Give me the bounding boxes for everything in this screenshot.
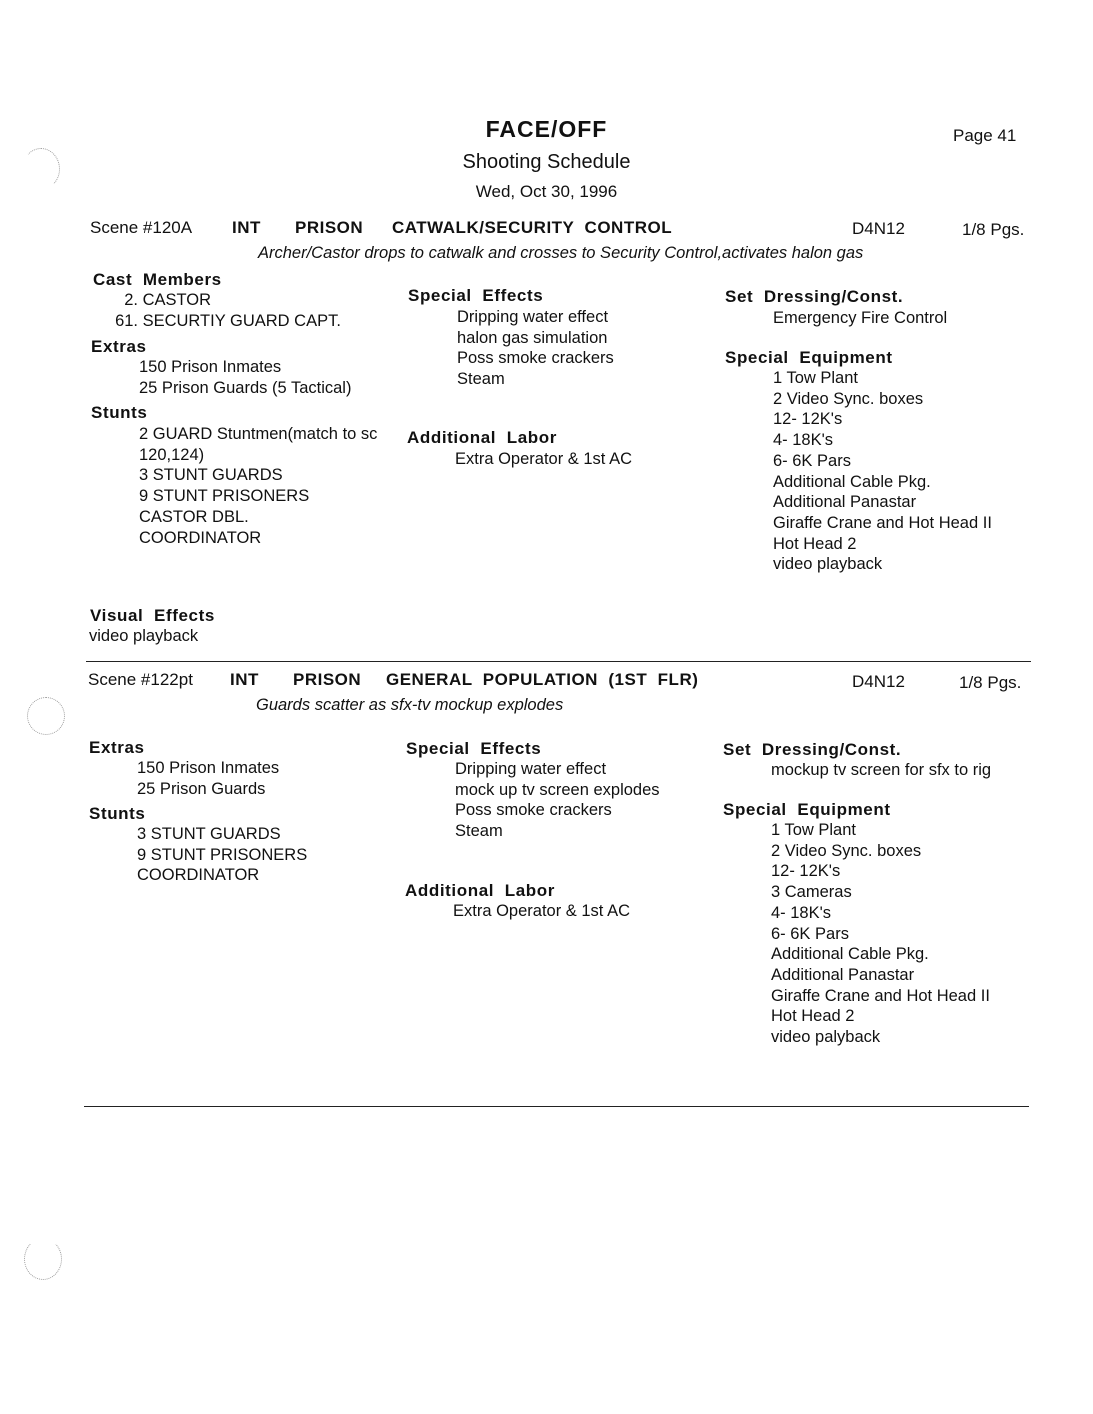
scene-location: GENERAL POPULATION (1ST FLR) [386,670,699,689]
list-item: mockup tv screen for sfx to rig [771,761,992,779]
document-title: FACE/OFF [485,116,608,142]
document-subtitle: Shooting Schedule [462,151,631,173]
scene-synopsis: Archer/Castor drops to catwalk and crosses to Security Control,activates halon gas [258,244,864,262]
list-item: video playback [89,627,199,645]
special-equipment-list [773,368,992,575]
list-item: 2 Video Sync. boxes [773,389,924,408]
hole-punch-mark-bottom [24,1238,62,1280]
visual-effects-list [89,626,198,647]
list-item: 3 STUNT GUARDS [139,466,283,485]
list-item: 25 Prison Guards [137,779,266,798]
set-dressing-heading: Set Dressing/Const. [725,287,904,306]
special-equipment-heading: Special Equipment [723,800,891,819]
set-dressing-heading: Set Dressing/Const. [723,740,902,759]
additional-labor-heading: Additional Labor [407,428,557,447]
list-item: CASTOR DBL. [139,507,249,526]
int-ext: INT [232,218,261,237]
additional-labor-list [455,449,632,470]
list-item: Additional Panastar [773,493,917,512]
list-item: Giraffe Crane and Hot Head II [773,513,992,532]
list-item: 12- 12K's [773,410,843,429]
list-item: 25 Prison Guards (5 Tactical) [139,378,352,397]
scene-number: Scene #120A [90,218,193,237]
list-item: 120,124) [139,445,205,464]
list-item: Dripping water effect [457,308,609,326]
special-effects-list [455,759,660,842]
list-item: Hot Head 2 [773,534,857,553]
list-item: 150 Prison Inmates [137,759,280,777]
set-dressing-list [771,760,991,781]
list-item: halon gas simulation [457,328,608,347]
list-item: Steam [457,370,505,389]
visual-effects-heading: Visual Effects [90,606,215,625]
special-effects-heading: Special Effects [406,739,542,758]
extras-heading: Extras [89,738,145,757]
set-dressing-list [773,308,947,329]
schedule-date: Wed, Oct 30, 1996 [475,182,618,201]
list-item: 9 STUNT PRISONERS [137,845,308,864]
scene-divider [86,661,1031,662]
list-item: Poss smoke crackers [455,801,612,820]
cast-members-list [100,290,341,331]
int-ext: INT [230,670,259,689]
scene-divider [84,1106,1029,1107]
list-item: 2 GUARD Stuntmen(match to sc [139,425,378,443]
hole-punch-mark-middle [27,697,65,735]
list-item: Poss smoke crackers [457,349,614,368]
list-item: video palyback [771,1028,881,1047]
scene-location: CATWALK/SECURITY CONTROL [392,218,673,237]
scene-set: PRISON [295,218,364,237]
list-item: COORDINATOR [137,866,260,885]
list-item: video playback [773,555,883,574]
special-equipment-list [771,820,990,1048]
scene-set: PRISON [293,670,362,689]
additional-labor-heading: Additional Labor [405,881,555,900]
list-item: 150 Prison Inmates [139,358,282,376]
additional-labor-list [453,901,630,922]
list-item: mock up tv screen explodes [455,780,660,799]
special-effects-heading: Special Effects [408,286,544,305]
list-item: 4- 18K's [771,903,832,922]
list-item: 2 Video Sync. boxes [771,841,922,860]
scene-number: Scene #122pt [88,670,193,689]
list-item: 3 STUNT GUARDS [137,825,281,843]
list-item: Extra Operator & 1st AC [455,450,632,468]
extras-heading: Extras [91,337,147,356]
scene-synopsis: Guards scatter as sfx-tv mockup explodes [256,696,564,714]
list-item: 3 Cameras [771,883,852,902]
list-item: Dripping water effect [455,760,607,778]
list-item: Additional Cable Pkg. [773,472,931,491]
day-night-code: D4N12 [852,672,905,691]
stunts-heading: Stunts [89,804,146,823]
day-night-code: D4N12 [852,219,905,238]
list-item: Steam [455,822,503,841]
list-item: Giraffe Crane and Hot Head II [771,986,990,1005]
cast-members-heading: Cast Members [93,270,222,289]
list-item: 1 Tow Plant [773,369,858,387]
page-number: Page 41 [953,126,1017,145]
list-item: COORDINATOR [139,528,262,547]
list-item: 6- 6K Pars [773,451,851,470]
list-item: Extra Operator & 1st AC [453,902,630,920]
list-item: 12- 12K's [771,862,841,881]
extras-list [137,758,279,799]
list-item: Hot Head 2 [771,1007,855,1026]
list-item: 6- 6K Pars [771,924,849,943]
special-effects-list [457,307,614,390]
list-item: 9 STUNT PRISONERS [139,487,310,506]
list-item: 4- 18K's [773,431,834,450]
page-count: 1/8 Pgs. [962,220,1025,239]
page-count: 1/8 Pgs. [959,673,1022,692]
list-item: Emergency Fire Control [773,309,948,327]
stunts-list [139,424,377,548]
cast-member: 2. CASTOR [124,291,212,309]
stunts-heading: Stunts [91,403,148,422]
extras-list [139,357,351,398]
stunts-list [137,824,307,886]
special-equipment-heading: Special Equipment [725,348,893,367]
list-item: Additional Panastar [771,965,915,984]
list-item: 1 Tow Plant [771,821,856,839]
list-item: Additional Cable Pkg. [771,945,929,964]
cast-member: 61. SECURTIY GUARD CAPT. [115,311,341,330]
